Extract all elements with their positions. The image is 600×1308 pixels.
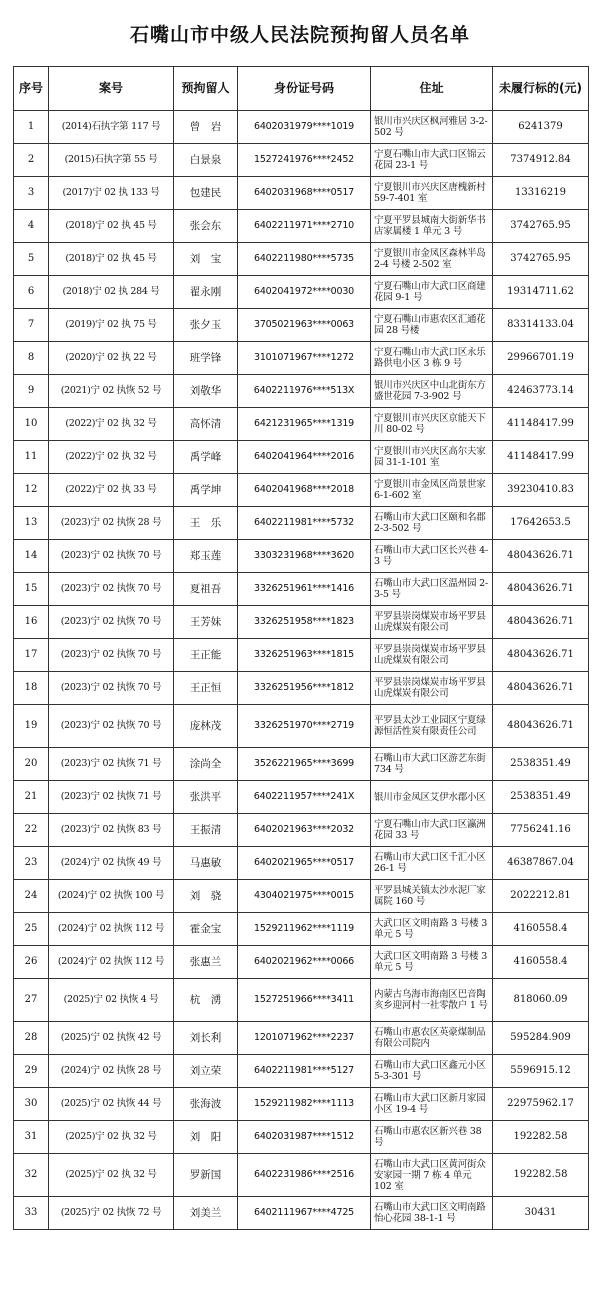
cell-detainee-name: 张海波 (174, 1088, 238, 1121)
cell-id-no: 6402211971****2710 (238, 210, 371, 243)
header-row (14, 67, 589, 111)
table-row (14, 375, 589, 408)
cell-detainee-name: 王正能 (174, 639, 238, 672)
cell-address: 石嘴山市大武口区文明南路怡心花园 38-1-1 号 (371, 1197, 493, 1230)
cell-case-no: (2019)宁 02 执 75 号 (49, 309, 174, 342)
cell-case-no: (2018)宁 02 执 45 号 (49, 243, 174, 276)
cell-address: 银川市兴庆区中山北街东方盛世花园 7-3-902 号 (371, 375, 493, 408)
cell-seq: 3 (14, 177, 49, 210)
cell-seq: 15 (14, 573, 49, 606)
cell-case-no: (2023)宁 02 执恢 71 号 (49, 781, 174, 814)
table-row (14, 507, 589, 540)
cell-detainee-name: 马惠敏 (174, 847, 238, 880)
cell-detainee-name: 刘 骁 (174, 880, 238, 913)
cell-id-no: 1529211962****1119 (238, 913, 371, 946)
cell-address: 平罗县崇岗煤炭市场平罗县山虎煤炭有限公司 (371, 672, 493, 705)
cell-case-no: (2025)宁 02 执恢 42 号 (49, 1022, 174, 1055)
cell-amount: 192282.58 (493, 1121, 589, 1154)
cell-amount: 595284.909 (493, 1022, 589, 1055)
cell-amount: 192282.58 (493, 1154, 589, 1197)
cell-seq: 22 (14, 814, 49, 847)
cell-id-no: 6402031987****1512 (238, 1121, 371, 1154)
cell-amount: 41148417.99 (493, 408, 589, 441)
cell-amount: 22975962.17 (493, 1088, 589, 1121)
cell-amount: 3742765.95 (493, 243, 589, 276)
cell-case-no: (2023)宁 02 执恢 71 号 (49, 748, 174, 781)
cell-address: 大武口区文明南路 3 号楼 3 单元 5 号 (371, 913, 493, 946)
cell-id-no: 3303231968****3620 (238, 540, 371, 573)
cell-detainee-name: 庞林茂 (174, 705, 238, 748)
cell-case-no: (2025)宁 02 执恢 4 号 (49, 979, 174, 1022)
cell-id-no: 6402211981****5732 (238, 507, 371, 540)
cell-amount: 6241379 (493, 111, 589, 144)
cell-amount: 818060.09 (493, 979, 589, 1022)
table-row (14, 1055, 589, 1088)
cell-seq: 4 (14, 210, 49, 243)
cell-detainee-name: 曾 岩 (174, 111, 238, 144)
cell-id-no: 6402021963****2032 (238, 814, 371, 847)
cell-id-no: 3326251961****1416 (238, 573, 371, 606)
table-row (14, 847, 589, 880)
cell-detainee-name: 高怀清 (174, 408, 238, 441)
table-row (14, 243, 589, 276)
cell-detainee-name: 刘立荣 (174, 1055, 238, 1088)
cell-case-no: (2018)宁 02 执 45 号 (49, 210, 174, 243)
cell-amount: 7374912.84 (493, 144, 589, 177)
cell-address: 石嘴山市大武口区鑫元小区 5-3-301 号 (371, 1055, 493, 1088)
cell-address: 宁夏银川市兴庆区高尔夫家园 31-1-101 室 (371, 441, 493, 474)
table-row (14, 1197, 589, 1230)
cell-case-no: (2023)宁 02 执恢 70 号 (49, 573, 174, 606)
cell-detainee-name: 罗新国 (174, 1154, 238, 1197)
cell-address: 石嘴山市大武口区新月家园小区 19-4 号 (371, 1088, 493, 1121)
cell-detainee-name: 刘美兰 (174, 1197, 238, 1230)
cell-case-no: (2017)宁 02 执 133 号 (49, 177, 174, 210)
cell-case-no: (2024)宁 02 执恢 112 号 (49, 946, 174, 979)
cell-address: 银川市兴庆区枫河雅居 3-2-502 号 (371, 111, 493, 144)
cell-seq: 19 (14, 705, 49, 748)
cell-seq: 7 (14, 309, 49, 342)
header-seq: 序号 (14, 67, 49, 111)
header-amount: 未履行标的(元) (493, 67, 589, 111)
cell-case-no: (2023)宁 02 执恢 70 号 (49, 606, 174, 639)
cell-seq: 10 (14, 408, 49, 441)
table-row (14, 672, 589, 705)
cell-case-no: (2023)宁 02 执恢 70 号 (49, 705, 174, 748)
cell-seq: 26 (14, 946, 49, 979)
cell-seq: 23 (14, 847, 49, 880)
cell-id-no: 3526221965****3699 (238, 748, 371, 781)
cell-seq: 5 (14, 243, 49, 276)
cell-detainee-name: 王 乐 (174, 507, 238, 540)
cell-detainee-name: 王芳妹 (174, 606, 238, 639)
cell-case-no: (2018)宁 02 执 284 号 (49, 276, 174, 309)
cell-case-no: (2024)宁 02 执恢 28 号 (49, 1055, 174, 1088)
table-row (14, 1154, 589, 1197)
cell-seq: 1 (14, 111, 49, 144)
table-row (14, 309, 589, 342)
cell-amount: 48043626.71 (493, 606, 589, 639)
cell-case-no: (2023)宁 02 执恢 70 号 (49, 672, 174, 705)
cell-address: 石嘴山市惠农区新兴巷 38 号 (371, 1121, 493, 1154)
cell-detainee-name: 张惠兰 (174, 946, 238, 979)
cell-detainee-name: 刘 宝 (174, 243, 238, 276)
cell-address: 平罗县崇岗煤炭市场平罗县山虎煤炭有限公司 (371, 606, 493, 639)
cell-id-no: 1527251966****3411 (238, 979, 371, 1022)
header-id-no: 身份证号码 (238, 67, 371, 111)
table-row (14, 946, 589, 979)
cell-id-no: 6421231965****1319 (238, 408, 371, 441)
cell-address: 宁夏银川市兴庆区唐槐新村 59-7-401 室 (371, 177, 493, 210)
cell-seq: 18 (14, 672, 49, 705)
cell-amount: 48043626.71 (493, 540, 589, 573)
detainee-table (13, 66, 589, 1230)
cell-amount: 30431 (493, 1197, 589, 1230)
cell-id-no: 3101071967****1272 (238, 342, 371, 375)
table-row (14, 177, 589, 210)
cell-seq: 16 (14, 606, 49, 639)
cell-case-no: (2020)宁 02 执 22 号 (49, 342, 174, 375)
cell-seq: 27 (14, 979, 49, 1022)
table-row (14, 210, 589, 243)
cell-seq: 17 (14, 639, 49, 672)
cell-seq: 6 (14, 276, 49, 309)
cell-amount: 42463773.14 (493, 375, 589, 408)
cell-case-no: (2022)宁 02 执 33 号 (49, 474, 174, 507)
cell-address: 大武口区文明南路 3 号楼 3 单元 5 号 (371, 946, 493, 979)
cell-address: 平罗县崇岗煤炭市场平罗县山虎煤炭有限公司 (371, 639, 493, 672)
cell-id-no: 3326251970****2719 (238, 705, 371, 748)
table-body (14, 111, 589, 1230)
cell-address: 宁夏银川市金凤区森林半岛 2-4 号楼 2-502 室 (371, 243, 493, 276)
cell-id-no: 1201071962****2237 (238, 1022, 371, 1055)
table-row (14, 342, 589, 375)
table-row (14, 1121, 589, 1154)
cell-detainee-name: 包建民 (174, 177, 238, 210)
cell-amount: 48043626.71 (493, 672, 589, 705)
cell-amount: 4160558.4 (493, 913, 589, 946)
cell-detainee-name: 霍金宝 (174, 913, 238, 946)
cell-detainee-name: 张洪平 (174, 781, 238, 814)
cell-id-no: 6402031979****1019 (238, 111, 371, 144)
table-row (14, 748, 589, 781)
cell-seq: 30 (14, 1088, 49, 1121)
cell-address: 宁夏银川市兴庆区京能天下川 80-02 号 (371, 408, 493, 441)
table-row (14, 111, 589, 144)
cell-detainee-name: 刘 阳 (174, 1121, 238, 1154)
cell-id-no: 1527241976****2452 (238, 144, 371, 177)
table-row (14, 705, 589, 748)
cell-amount: 5596915.12 (493, 1055, 589, 1088)
cell-id-no: 6402021965****0517 (238, 847, 371, 880)
cell-case-no: (2022)宁 02 执 32 号 (49, 408, 174, 441)
cell-detainee-name: 刘敬华 (174, 375, 238, 408)
cell-id-no: 3705021963****0063 (238, 309, 371, 342)
cell-seq: 13 (14, 507, 49, 540)
cell-id-no: 6402031968****0517 (238, 177, 371, 210)
cell-amount: 39230410.83 (493, 474, 589, 507)
cell-seq: 8 (14, 342, 49, 375)
table-row (14, 880, 589, 913)
cell-detainee-name: 涂尚全 (174, 748, 238, 781)
table-row (14, 606, 589, 639)
cell-case-no: (2015)石执字第 55 号 (49, 144, 174, 177)
cell-case-no: (2021)宁 02 执恢 52 号 (49, 375, 174, 408)
cell-seq: 24 (14, 880, 49, 913)
cell-id-no: 6402211980****5735 (238, 243, 371, 276)
cell-case-no: (2023)宁 02 执恢 83 号 (49, 814, 174, 847)
cell-detainee-name: 张会东 (174, 210, 238, 243)
header-address: 住址 (371, 67, 493, 111)
cell-amount: 17642653.5 (493, 507, 589, 540)
cell-detainee-name: 王正恒 (174, 672, 238, 705)
cell-detainee-name: 禹学坤 (174, 474, 238, 507)
cell-address: 石嘴山市惠农区英豪煤制品有限公司院内 (371, 1022, 493, 1055)
cell-id-no: 3326251956****1812 (238, 672, 371, 705)
cell-amount: 2538351.49 (493, 748, 589, 781)
cell-id-no: 6402211957****241X (238, 781, 371, 814)
cell-address: 银川市金凤区艾伊水郡小区 (371, 781, 493, 814)
table-row (14, 408, 589, 441)
cell-address: 石嘴山市大武口区游艺东街 734 号 (371, 748, 493, 781)
cell-amount: 41148417.99 (493, 441, 589, 474)
cell-address: 石嘴山市大武口区颐和名郡 2-3-502 号 (371, 507, 493, 540)
cell-address: 宁夏石嘴山市大武口区永乐路供电小区 3 栋 9 号 (371, 342, 493, 375)
cell-id-no: 6402211981****5127 (238, 1055, 371, 1088)
cell-amount: 83314133.04 (493, 309, 589, 342)
cell-id-no: 6402111967****4725 (238, 1197, 371, 1230)
table-row (14, 144, 589, 177)
cell-case-no: (2025)宁 02 执 32 号 (49, 1154, 174, 1197)
cell-seq: 11 (14, 441, 49, 474)
cell-seq: 21 (14, 781, 49, 814)
cell-amount: 48043626.71 (493, 573, 589, 606)
cell-seq: 14 (14, 540, 49, 573)
cell-detainee-name: 夏祖吾 (174, 573, 238, 606)
cell-detainee-name: 刘长利 (174, 1022, 238, 1055)
cell-amount: 3742765.95 (493, 210, 589, 243)
cell-amount: 19314711.62 (493, 276, 589, 309)
cell-address: 宁夏平罗县城南大街新华书店家属楼 1 单元 3 号 (371, 210, 493, 243)
cell-detainee-name: 禹学峰 (174, 441, 238, 474)
table-row (14, 474, 589, 507)
cell-seq: 31 (14, 1121, 49, 1154)
cell-address: 宁夏石嘴山市大武口区锦云花园 23-1 号 (371, 144, 493, 177)
cell-address: 石嘴山市大武口区黄河街众安家园一期 7 栋 4 单元 102 室 (371, 1154, 493, 1197)
cell-amount: 48043626.71 (493, 639, 589, 672)
cell-id-no: 6402231986****2516 (238, 1154, 371, 1197)
table-header (14, 67, 589, 111)
cell-case-no: (2023)宁 02 执恢 28 号 (49, 507, 174, 540)
table-row (14, 573, 589, 606)
cell-seq: 2 (14, 144, 49, 177)
cell-detainee-name: 翟永刚 (174, 276, 238, 309)
cell-id-no: 6402211976****513X (238, 375, 371, 408)
cell-id-no: 6402041972****0030 (238, 276, 371, 309)
cell-detainee-name: 王振清 (174, 814, 238, 847)
cell-case-no: (2025)宁 02 执恢 44 号 (49, 1088, 174, 1121)
table-row (14, 639, 589, 672)
cell-case-no: (2024)宁 02 执恢 49 号 (49, 847, 174, 880)
cell-seq: 12 (14, 474, 49, 507)
cell-address: 宁夏石嘴山市大武口区商建花园 9-1 号 (371, 276, 493, 309)
cell-address: 平罗县城关镇太沙水泥厂家属院 160 号 (371, 880, 493, 913)
cell-seq: 25 (14, 913, 49, 946)
cell-case-no: (2023)宁 02 执恢 70 号 (49, 639, 174, 672)
cell-address: 石嘴山市大武口区长兴巷 4-3 号 (371, 540, 493, 573)
cell-amount: 2538351.49 (493, 781, 589, 814)
table-row (14, 1088, 589, 1121)
cell-amount: 7756241.16 (493, 814, 589, 847)
cell-case-no: (2024)宁 02 执恢 112 号 (49, 913, 174, 946)
cell-id-no: 4304021975****0015 (238, 880, 371, 913)
cell-address: 内蒙古乌海市海南区巴音陶亥乡迎河村一社零散户 1 号 (371, 979, 493, 1022)
table-row (14, 441, 589, 474)
header-case-no: 案号 (49, 67, 174, 111)
cell-amount: 13316219 (493, 177, 589, 210)
cell-address: 石嘴山市大武口区温州园 2-3-5 号 (371, 573, 493, 606)
cell-amount: 46387867.04 (493, 847, 589, 880)
cell-id-no: 3326251958****1823 (238, 606, 371, 639)
cell-id-no: 6402021962****0066 (238, 946, 371, 979)
cell-detainee-name: 郑玉莲 (174, 540, 238, 573)
cell-case-no: (2024)宁 02 执恢 100 号 (49, 880, 174, 913)
cell-case-no: (2023)宁 02 执恢 70 号 (49, 540, 174, 573)
cell-seq: 28 (14, 1022, 49, 1055)
cell-detainee-name: 张夕玉 (174, 309, 238, 342)
table-row (14, 540, 589, 573)
cell-detainee-name: 班学锋 (174, 342, 238, 375)
cell-case-no: (2025)宁 02 执恢 72 号 (49, 1197, 174, 1230)
cell-address: 宁夏石嘴山市惠农区汇通花园 28 号楼 (371, 309, 493, 342)
cell-amount: 2022212.81 (493, 880, 589, 913)
document-title: 石嘴山市中级人民法院预拘留人员名单 (129, 24, 470, 46)
cell-case-no: (2022)宁 02 执 32 号 (49, 441, 174, 474)
cell-id-no: 6402041964****2016 (238, 441, 371, 474)
cell-id-no: 1529211982****1113 (238, 1088, 371, 1121)
cell-seq: 9 (14, 375, 49, 408)
cell-seq: 32 (14, 1154, 49, 1197)
cell-seq: 20 (14, 748, 49, 781)
cell-address: 平罗县太沙工业园区宁夏绿源恒活性炭有限责任公司 (371, 705, 493, 748)
cell-case-no: (2014)石执字第 117 号 (49, 111, 174, 144)
cell-address: 宁夏石嘴山市大武口区瀛洲花园 33 号 (371, 814, 493, 847)
table-row (14, 979, 589, 1022)
cell-address: 宁夏银川市金凤区尚景世家 6-1-602 室 (371, 474, 493, 507)
table-row (14, 276, 589, 309)
header-detainee: 预拘留人 (174, 67, 238, 111)
cell-amount: 48043626.71 (493, 705, 589, 748)
cell-id-no: 3326251963****1815 (238, 639, 371, 672)
cell-amount: 29966701.19 (493, 342, 589, 375)
cell-amount: 4160558.4 (493, 946, 589, 979)
table-row (14, 781, 589, 814)
cell-id-no: 6402041968****2018 (238, 474, 371, 507)
table-row (14, 913, 589, 946)
cell-detainee-name: 白景泉 (174, 144, 238, 177)
cell-seq: 33 (14, 1197, 49, 1230)
table-row (14, 814, 589, 847)
cell-address: 石嘴山市大武口区千汇小区 26-1 号 (371, 847, 493, 880)
table-row (14, 1022, 589, 1055)
cell-case-no: (2025)宁 02 执 32 号 (49, 1121, 174, 1154)
cell-detainee-name: 杭 湧 (174, 979, 238, 1022)
cell-seq: 29 (14, 1055, 49, 1088)
